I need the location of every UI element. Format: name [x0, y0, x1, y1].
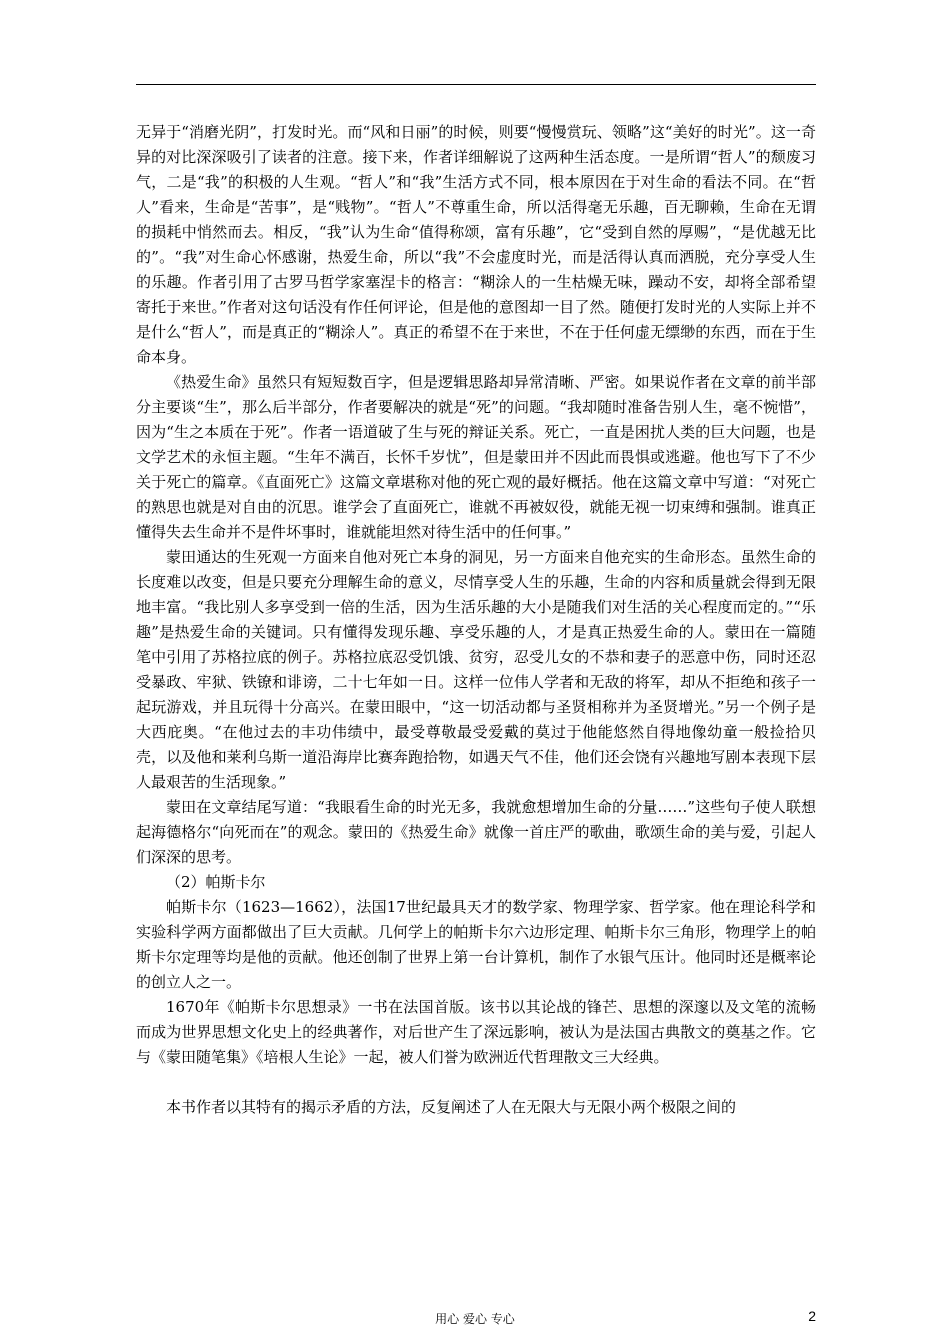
body-text — [136, 120, 816, 1120]
paragraph: 蒙田通达的生死观一方面来自他对死亡本身的洞见，另一方面来自他充实的生命形态。虽然生命的长度难以改变，但是只要充分理解生命的意义，尽情享受人生的乐趣，生命的内容和质量就会得到无限地丰富。“我比别人多享受到一倍的生活，因为生活乐趣的大小是随我们对生活的关心程度而定的。”“乐趣”是热爱生命的关键词。只有懂得发现乐趣、享受乐趣的人，才是真正热爱生命的人。蒙田在一篇随笔中引用了苏格拉底的例子。苏格拉底忍受饥饿、贫穷，忍受儿女的不恭和妻子的恶意中伤，同时还忍受暴政、牢狱、铁镣和诽谤，二十七年如一日。这样一位伟人学者和无敌的将军，却从不拒绝和孩子一起玩游戏，并且玩得十分高兴。在蒙田眼中，“这一切活动都与圣贤相称并为圣贤增光。”另一个例子是大西庇奥。“在他过去的丰功伟绩中，最受尊敬最受爱戴的莫过于他能悠然自得地像幼童一般捡拾贝壳，以及他和莱利乌斯一道沿海岸比赛奔跑拾物，如遇天气不佳，他们还会饶有兴趣地写剧本表现下层人最艰苦的生活现象。” — [136, 548, 816, 791]
header-rule — [136, 84, 816, 85]
paragraph: 蒙田在文章结尾写道：“我眼看生命的时光无多，我就愈想增加生命的分量……”这些句子使人联想起海德格尔“向死而在”的观念。蒙田的《热爱生命》就像一首庄严的歌曲，歌颂生命的美与爱，引起人们深深的思考。 — [136, 798, 816, 866]
paragraph: 帕斯卡尔（1623—1662），法国17世纪最具天才的数学家、物理学家、哲学家。他在理论科学和实验科学两方面都做出了巨大贡献。几何学上的帕斯卡尔六边形定理、帕斯卡尔三角形，物理学上的帕斯卡尔定理等均是他的贡献。他还创制了世界上第一台计算机，制作了水银气压计。他同时还是概率论的创立人之一。 — [136, 898, 816, 991]
paragraph-gap — [136, 1070, 816, 1095]
section-heading: （2）帕斯卡尔 — [166, 873, 266, 891]
paragraph-continuation: 无异于“消磨光阴”，打发时光。而“风和日丽”的时候，则要“慢慢赏玩、领略”这“美好的时光”。这一奇异的对比深深吸引了读者的注意。接下来，作者详细解说了这两种生活态度。一是所谓“哲人”的颓废习气，二是“我”的积极的人生观。“哲人”和“我”生活方式不同，根本原因在于对生命的看法不同。在“哲人”看来，生命是“苦事”，是“贱物”。“哲人”不尊重生命，所以活得毫无乐趣，百无聊赖，生命在无谓的损耗中悄然而去。相反，“我”认为生命“值得称颂，富有乐趣”，它“受到自然的厚赐”，“是优越无比的”。“我”对生命心怀感谢，热爱生命，所以“我”不会虚度时光，而是活得认真而洒脱，充分享受人生的乐趣。作者引用了古罗马哲学家塞涅卡的格言：“糊涂人的一生枯燥无味，躁动不安，却将全部希望寄托于来世。”作者对这句话没有作任何评论，但是他的意图却一目了然。随便打发时光的人实际上并不是什么“哲人”，而是真正的“糊涂人”。真正的希望不在于来世，不在于任何虚无缥缈的东西，而在于生命本身。 — [136, 123, 816, 366]
page-number: 2 — [808, 1308, 816, 1324]
paragraph: 本书作者以其特有的揭示矛盾的方法，反复阐述了人在无限大与无限小两个极限之间的 — [166, 1098, 737, 1116]
footer-slogan: 用心 爱心 专心 — [435, 1312, 515, 1326]
paragraph: 1670年《帕斯卡尔思想录》一书在法国首版。该书以其论战的锋芒、思想的深邃以及文笔的流畅而成为世界思想文化史上的经典著作，对后世产生了深远影响，被认为是法国古典散文的奠基之作。它与《蒙田随笔集》《培根人生论》一起，被人们誉为欧洲近代哲理散文三大经典。 — [136, 998, 816, 1066]
paragraph: 《热爱生命》虽然只有短短数百字，但是逻辑思路却异常清晰、严密。如果说作者在文章的前半部分主要谈“生”，那么后半部分，作者要解决的就是“死”的问题。“我却随时准备告别人生，毫不惋惜”，因为“生之本质在于死”。作者一语道破了生与死的辩证关系。死亡，一直是困扰人类的巨大问题，也是文学艺术的永恒主题。“生年不满百，长怀千岁忧”，但是蒙田并不因此而畏惧或逃避。他也写下了不少关于死亡的篇章。《直面死亡》这篇文章堪称对他的死亡观的最好概括。他在这篇文章中写道：“对死亡的熟思也就是对自由的沉思。谁学会了直面死亡，谁就不再被奴役，就能无视一切束缚和强制。谁真正懂得失去生命并不是件坏事时，谁就能坦然对待生活中的任何事。” — [136, 373, 816, 541]
